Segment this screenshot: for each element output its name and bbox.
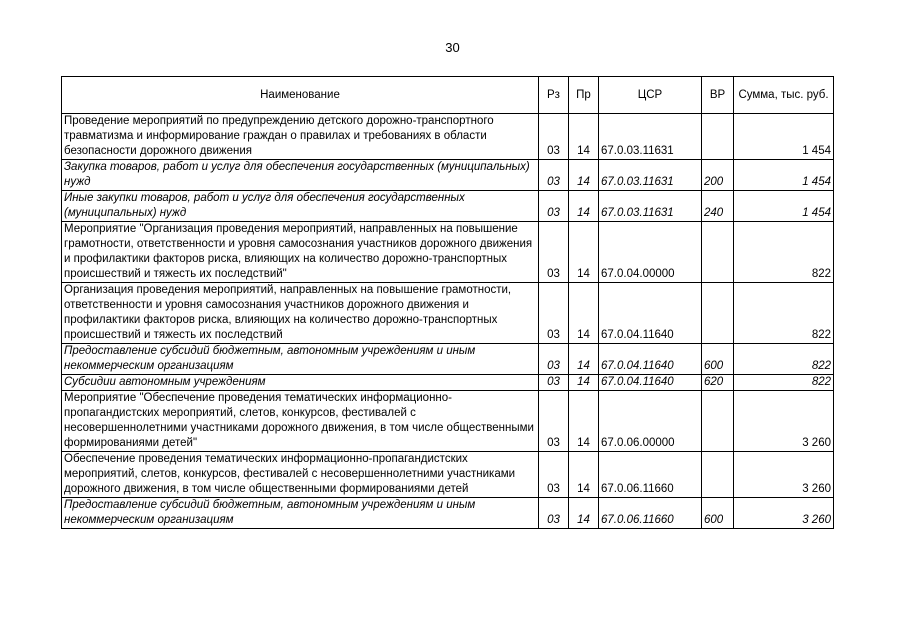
table-body — [62, 114, 834, 529]
table-header-row — [62, 77, 834, 114]
cell-pr: 14 — [569, 344, 599, 375]
table-row — [62, 191, 834, 222]
header-sum: Сумма, тыс. руб. — [734, 77, 834, 114]
cell-vr — [702, 222, 734, 283]
cell-name: Закупка товаров, работ и услуг для обеспечения государственных (муниципальных) нужд — [62, 160, 539, 191]
cell-sum: 822 — [734, 375, 834, 391]
cell-name: Предоставление субсидий бюджетным, автономным учреждениям и иным некоммерческим организациям — [62, 498, 539, 529]
cell-pr: 14 — [569, 391, 599, 452]
cell-sum: 1 454 — [734, 160, 834, 191]
cell-rz: 03 — [539, 114, 569, 160]
cell-sum: 1 454 — [734, 191, 834, 222]
cell-rz: 03 — [539, 391, 569, 452]
cell-rz: 03 — [539, 375, 569, 391]
cell-sum: 1 454 — [734, 114, 834, 160]
cell-csr: 67.0.06.00000 — [599, 391, 702, 452]
table-row — [62, 283, 834, 344]
header-rz: Рз — [539, 77, 569, 114]
cell-name: Организация проведения мероприятий, направленных на повышение грамотности, ответственности и уровня самосознания участников дорожного движения и профилактики факторов риска, влияющих на количество дорожно-транспортных происшествий и тяжесть их последствий — [62, 283, 539, 344]
cell-pr: 14 — [569, 283, 599, 344]
cell-vr — [702, 114, 734, 160]
cell-sum: 822 — [734, 283, 834, 344]
cell-name: Субсидии автономным учреждениям — [62, 375, 539, 391]
cell-sum: 3 260 — [734, 391, 834, 452]
cell-csr: 67.0.03.11631 — [599, 114, 702, 160]
cell-rz: 03 — [539, 191, 569, 222]
cell-vr — [702, 391, 734, 452]
table-row — [62, 114, 834, 160]
cell-vr: 620 — [702, 375, 734, 391]
cell-name: Проведение мероприятий по предупреждению детского дорожно-транспортного травматизма и информирование граждан о правилах и требованиях в области безопасности дорожного движения — [62, 114, 539, 160]
cell-sum: 3 260 — [734, 452, 834, 498]
budget-table — [61, 76, 834, 529]
cell-pr: 14 — [569, 191, 599, 222]
cell-pr: 14 — [569, 222, 599, 283]
cell-vr: 600 — [702, 498, 734, 529]
cell-csr: 67.0.04.11640 — [599, 375, 702, 391]
header-pr: Пр — [569, 77, 599, 114]
cell-pr: 14 — [569, 452, 599, 498]
cell-sum: 822 — [734, 344, 834, 375]
cell-rz: 03 — [539, 283, 569, 344]
table-row — [62, 498, 834, 529]
cell-sum: 822 — [734, 222, 834, 283]
table-row — [62, 375, 834, 391]
cell-csr: 67.0.04.11640 — [599, 283, 702, 344]
table-row — [62, 222, 834, 283]
table-row — [62, 160, 834, 191]
cell-pr: 14 — [569, 114, 599, 160]
cell-name: Обеспечение проведения тематических информационно-пропагандистских мероприятий, слетов, конкурсов, фестивалей с несовершеннолетними участниками дорожного движения, в том числе общественными формированиями детей — [62, 452, 539, 498]
cell-name: Мероприятие "Организация проведения мероприятий, направленных на повышение грамотности, ответственности и уровня самосознания участников дорожного движения и профилактики факторов риска, влияющих на количество дорожно-транспортных происшествий и тяжесть их последствий" — [62, 222, 539, 283]
table-row — [62, 452, 834, 498]
cell-csr: 67.0.04.00000 — [599, 222, 702, 283]
cell-name: Иные закупки товаров, работ и услуг для обеспечения государственных (муниципальных) нужд — [62, 191, 539, 222]
cell-vr: 600 — [702, 344, 734, 375]
cell-vr — [702, 452, 734, 498]
header-name: Наименование — [62, 77, 539, 114]
cell-name: Мероприятие "Обеспечение проведения тематических информационно-пропагандистских мероприятий, слетов, конкурсов, фестивалей с несовершеннолетними участниками дорожного движения, в том числе общественными формированиями детей" — [62, 391, 539, 452]
cell-csr: 67.0.03.11631 — [599, 191, 702, 222]
cell-csr: 67.0.04.11640 — [599, 344, 702, 375]
cell-rz: 03 — [539, 498, 569, 529]
cell-sum: 3 260 — [734, 498, 834, 529]
cell-vr — [702, 283, 734, 344]
cell-rz: 03 — [539, 222, 569, 283]
cell-pr: 14 — [569, 160, 599, 191]
header-vr: ВР — [702, 77, 734, 114]
cell-rz: 03 — [539, 452, 569, 498]
cell-csr: 67.0.03.11631 — [599, 160, 702, 191]
header-csr: ЦСР — [599, 77, 702, 114]
cell-pr: 14 — [569, 498, 599, 529]
cell-name: Предоставление субсидий бюджетным, автономным учреждениям и иным некоммерческим организациям — [62, 344, 539, 375]
cell-pr: 14 — [569, 375, 599, 391]
table-row — [62, 344, 834, 375]
table-row — [62, 391, 834, 452]
cell-vr: 200 — [702, 160, 734, 191]
page-number: 30 — [445, 40, 460, 55]
cell-csr: 67.0.06.11660 — [599, 452, 702, 498]
cell-csr: 67.0.06.11660 — [599, 498, 702, 529]
cell-vr: 240 — [702, 191, 734, 222]
cell-rz: 03 — [539, 344, 569, 375]
cell-rz: 03 — [539, 160, 569, 191]
